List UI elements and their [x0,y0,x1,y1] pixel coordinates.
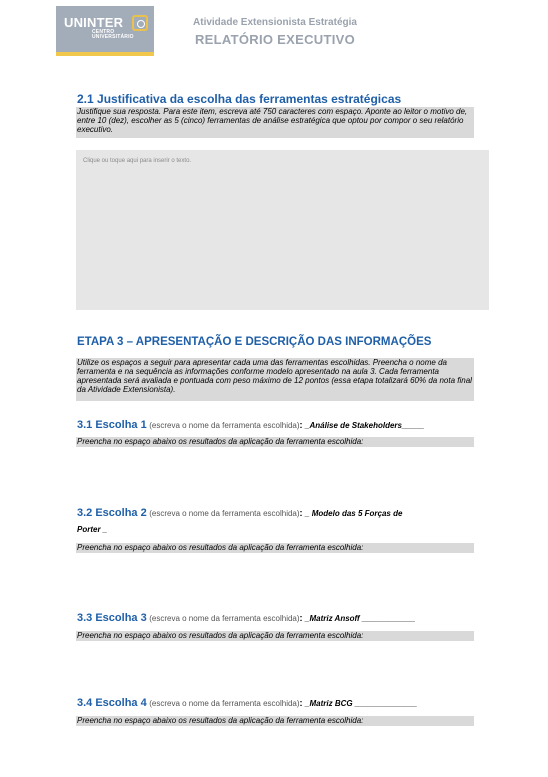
choice-1-value[interactable]: _Análise de Stakeholders_____ [305,421,425,430]
choice-1-label: 3.1 Escolha 1 [77,419,147,431]
document-title: Atividade Extensionista Estratégia [193,17,357,28]
choice-3-line: 3.3 Escolha 3 (escreva o nome da ferramenta escolhida): _Matriz Ansoff ____________ [77,612,416,624]
choice-3-fill-instruction: Preencha no espaço abaixo os resultados da aplicação da ferramenta escolhida: [76,631,474,641]
justification-textbox[interactable] [76,150,489,310]
choice-2-line-cont [77,523,107,536]
choice-2-line: 3.2 Escolha 2 (escreva o nome da ferramenta escolhida): _ Modelo das 5 Forças de [77,507,403,519]
uninter-logo [56,6,154,56]
choice-3-label: 3.3 Escolha 3 [77,612,147,624]
choice-4-hint: (escreva o nome da ferramenta escolhida) [149,699,300,708]
choice-2-hint: (escreva o nome da ferramenta escolhida) [149,509,300,518]
logo-text: UNINTER [64,15,124,30]
choice-4-line: 3.4 Escolha 4 (escreva o nome da ferramenta escolhida): _Matriz BCG ______________ [77,697,418,709]
textbox-placeholder: Clique ou toque aqui para inserir o texto. [83,158,192,164]
choice-2-label: 3.2 Escolha 2 [77,507,147,519]
section-2-1-instruction: Justifique sua resposta. Para este item, escreva até 750 caracteres com espaço. Aponte ao leitor o motivo de, entre 10 (dez), escolher as 5 (cinco) ferramentas de análise estratégica que optou por compor o seu relatório executivo. [76,107,474,138]
choice-1-hint: (escreva o nome da ferramenta escolhida) [149,421,300,430]
etapa-3-heading: ETAPA 3 – APRESENTAÇÃO E DESCRIÇÃO DAS INFORMAÇÕES [77,336,432,348]
choice-3-hint: (escreva o nome da ferramenta escolhida) [149,614,300,623]
choice-4-value[interactable]: _Matriz BCG ______________ [305,699,418,708]
choice-1-line: 3.1 Escolha 1 (escreva o nome da ferramenta escolhida): _Análise de Stakeholders_____ [77,419,425,431]
logo-mark-icon [132,15,148,31]
choice-3-value[interactable]: _Matriz Ansoff ____________ [305,614,416,623]
etapa-3-instruction: Utilize os espaços a seguir para apresentar cada uma das ferramentas escolhidas. Preencha o nome da ferramenta e na sequência as informações conforme modelo apresentado na aula 3. Cada ferramenta apresentada será avaliada e pontuada com peso máximo de 12 pontos (essa etapa totalizará 60% da nota final da Atividade Extensionista). [76,358,474,401]
choice-2-fill-instruction: Preencha no espaço abaixo os resultados da aplicação da ferramenta escolhida: [76,543,474,553]
choice-2-value-cont[interactable]: Porter _ [77,525,108,534]
document-subtitle: RELATÓRIO EXECUTIVO [194,32,356,47]
choice-4-fill-instruction: Preencha no espaço abaixo os resultados da aplicação da ferramenta escolhida: [76,716,474,726]
section-2-1-heading: 2.1 Justificativa da escolha das ferramentas estratégicas [77,92,402,106]
choice-1-fill-instruction: Preencha no espaço abaixo os resultados da aplicação da ferramenta escolhida: [76,437,474,447]
logo-subtext: CENTRO UNIVERSITÁRIO [92,29,134,40]
choice-4-label: 3.4 Escolha 4 [77,697,147,709]
choice-2-value[interactable]: _ Modelo das 5 Forças de [305,509,403,518]
